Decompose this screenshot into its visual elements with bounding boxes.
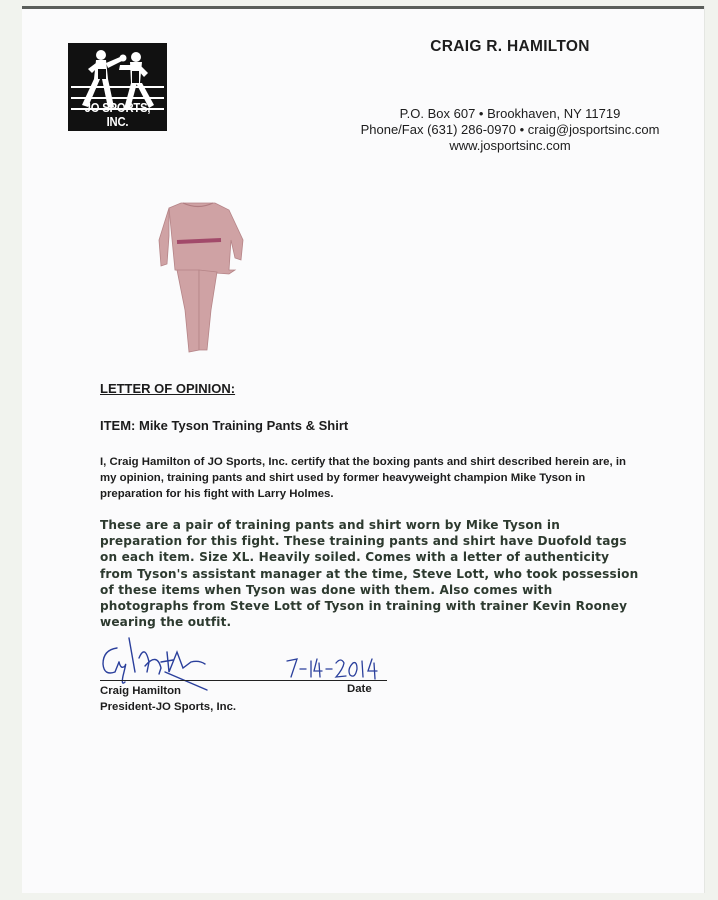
letterhead-name: CRAIG R. HAMILTON — [430, 38, 590, 55]
jo-sports-logo — [68, 43, 167, 131]
phone-email-line: Phone/Fax (631) 286-0970 • craig@josportsinc.com — [360, 122, 660, 137]
garment-photo — [155, 200, 247, 355]
signer-name: Craig Hamilton — [100, 685, 182, 697]
signature-line — [100, 680, 387, 681]
certification-text: I, Craig Hamilton of JO Sports, Inc. certify that the boxing pants and shirt described herein are, in my opinion, training pants and shirt used by former heavyweight champion Mike Tyson in preparation for his fight with Larry Holmes. — [100, 456, 626, 500]
signer-title: President-JO Sports, Inc. — [100, 701, 237, 713]
letterhead-contact — [345, 106, 675, 154]
logo-text: JO SPORTS, INC. — [84, 101, 151, 129]
signer-block — [100, 683, 236, 715]
date-label: Date — [347, 683, 372, 695]
website-line: www.josportsinc.com — [449, 138, 571, 153]
item-description: These are a pair of training pants and shirt worn by Mike Tyson in preparation for this fight. These training pants and shirt have Duofold tags on each item. Size XL. Heavily soiled. Comes with a letter of authenticity from Tyson's assistant manager at the time, Steve Lott, who took possession of these items when Tyson was done with them. Also comes with photographs from Steve Lott of Tyson in training with trainer Kevin Rooney wearing the outfit. — [100, 518, 639, 630]
address-line: P.O. Box 607 • Brookhaven, NY 11719 — [399, 106, 621, 121]
item-title: ITEM: Mike Tyson Training Pants & Shirt — [100, 418, 349, 433]
letter-heading: LETTER OF OPINION: — [100, 381, 236, 396]
